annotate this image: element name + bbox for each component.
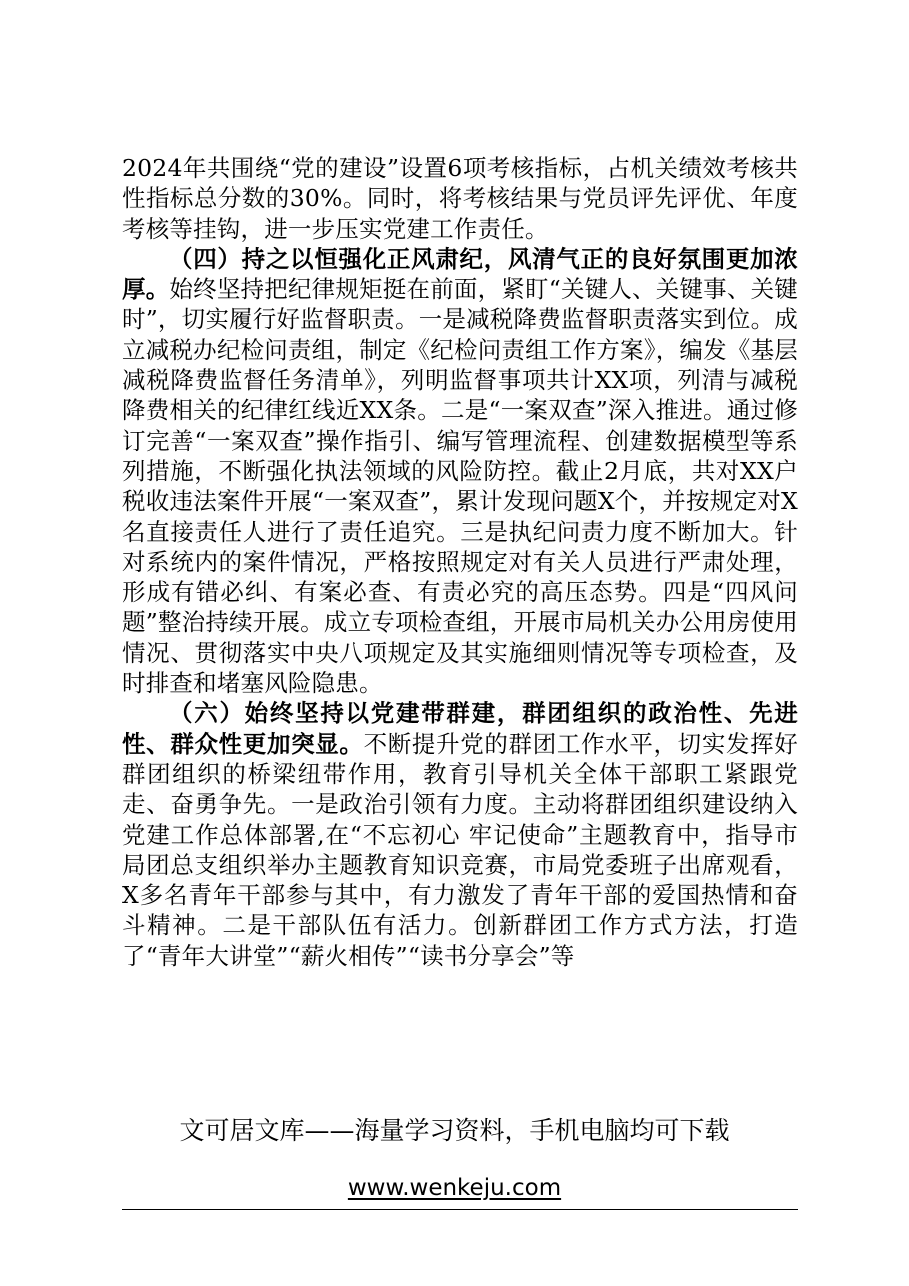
paragraph-1: 2024年共围绕“党的建设”设置6项考核指标，占机关绩效考核共性指标总分数的30%。同时，将考核结果与党员评先评优、年度考核等挂钩，进一步压实党建工作责任。 xyxy=(122,154,798,243)
paragraph-3-text: 不断提升党的群团工作水平，切实发挥好群团组织的桥梁纽带作用，教育引导机关全体干部职工紧跟党走、奋勇争先。一是政治引领有力度。主动将群团组织建设纳入党建工作总体部署,在“不忘初心 牢记使命”主题教育中，指导市局团总支组织举办主题教育知识竞赛，市局党委班子出席观看，X多名青年干部参与其中，有力激发了青年干部的爱国热情和奋斗精神。二是干部队伍有活力。创新群团工作方式方法，打造了“青年大讲堂”“薪火相传”“读书分享会”等 xyxy=(122,729,798,970)
footer-slogan: 文可居文库——海量学习资料，手机电脑均可下载 xyxy=(179,1116,730,1145)
paragraph-2-heading: （四）持之以恒强化正风肃纪，风清气正的良好氛围更加浓厚。 xyxy=(122,244,798,304)
paragraph-3 xyxy=(122,698,798,971)
paragraph-2 xyxy=(122,244,798,698)
footer-url-container xyxy=(0,1172,909,1204)
paragraph-3-heading: （六）始终坚持以党建带群建，群团组织的政治性、先进性、群众性更加突显。 xyxy=(122,699,798,758)
paragraph-2-text: 始终坚持把纪律规矩挺在前面，紧盯“关键人、关键事、关键时”，切实履行好监督职责。一是减税降费监督职责落实到位。成立减税办纪检问责组，制定《纪检问责组工作方案》，编发《基层减税降费监督任务清单》，列明监督事项共计XX项，列清与减税降费相关的纪律红线近XX条。二是“一案双查”深入推进。通过修订完善“一案双查”操作指引、编写管理流程、创建数据模型等系列措施，不断强化执法领域的风险防控。截止2月底，共对XX户税收违法案件开展“一案双查”，累计发现问题X个，并按规定对X名直接责任人进行了责任追究。三是执纪问责力度不断加大。针对系统内的案件情况，严格按照规定对有关人员进行严肃处理，形成有错必纠、有案必查、有责必究的高压态势。四是“四风问题”整治持续开展。成立专项检查组，开展市局机关办公用房使用情况、贯彻落实中央八项规定及其实施细则情况等专项检查，及时排查和堵塞风险隐患。 xyxy=(122,275,798,698)
footer-divider xyxy=(122,1209,798,1210)
document-body xyxy=(122,153,798,971)
footer-url-link[interactable]: www.wenkeju.com xyxy=(347,1175,562,1201)
